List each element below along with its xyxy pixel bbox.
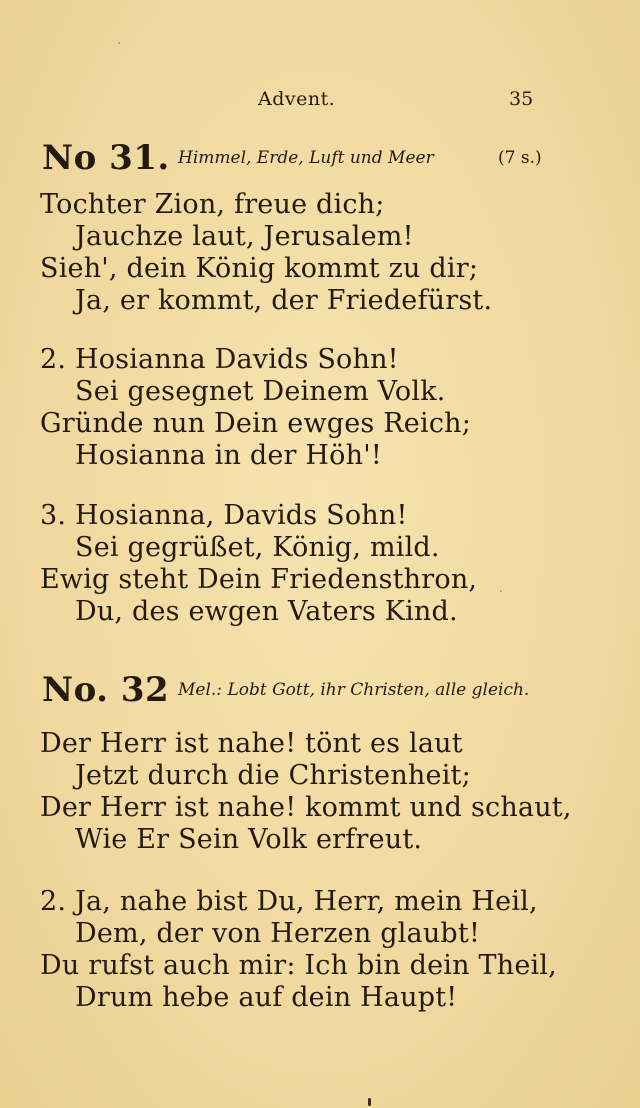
hymn-31-header bbox=[42, 138, 602, 178]
running-head bbox=[0, 88, 640, 112]
hymn-meter: (7 s.) bbox=[498, 148, 542, 168]
verse-line: Jetzt durch die Christenheit; bbox=[75, 760, 471, 791]
hymn-31-stanza-2 bbox=[40, 344, 600, 472]
verse-line: Sieh', dein König kommt zu dir; bbox=[40, 253, 479, 284]
verse-line: Ja, er kommt, der Friedefürst. bbox=[75, 285, 493, 316]
page-number: 35 bbox=[509, 88, 534, 110]
paper-speck bbox=[500, 590, 502, 592]
verse-line: 2. Hosianna Davids Sohn! bbox=[40, 344, 399, 375]
verse-line: 2. Ja, nahe bist Du, Herr, mein Heil, bbox=[40, 886, 538, 917]
verse-line: 3. Hosianna, Davids Sohn! bbox=[40, 500, 408, 531]
verse-line: Dem, der von Herzen glaubt! bbox=[75, 918, 481, 949]
hymn-number: No. 32 bbox=[42, 670, 170, 710]
verse-line: Tochter Zion, freue dich; bbox=[40, 189, 385, 220]
verse-line: Hosianna in der Höh'! bbox=[75, 440, 382, 471]
hymn-tune: Himmel, Erde, Luft und Meer bbox=[178, 148, 434, 168]
hymn-31-stanza-3 bbox=[40, 500, 600, 628]
verse-line: Du rufst auch mir: Ich bin dein Theil, bbox=[40, 950, 557, 981]
hymn-32-stanza-1 bbox=[40, 728, 600, 856]
hymn-32-header bbox=[42, 670, 602, 710]
verse-line: Gründe nun Dein ewges Reich; bbox=[40, 408, 472, 439]
verse-line: Der Herr ist nahe! tönt es laut bbox=[40, 728, 463, 759]
verse-line: Du, des ewgen Vaters Kind. bbox=[75, 596, 458, 627]
verse-line: Der Herr ist nahe! kommt und schaut, bbox=[40, 792, 572, 823]
hymn-31-stanza-1 bbox=[40, 189, 600, 317]
hymn-number: No 31. bbox=[42, 138, 170, 178]
verse-line: Wie Er Sein Volk erfreut. bbox=[75, 824, 423, 855]
running-title: Advent. bbox=[258, 88, 336, 110]
printer-mark bbox=[368, 1098, 371, 1106]
paper-speck bbox=[118, 42, 120, 44]
verse-line: Ewig steht Dein Friedensthron, bbox=[40, 564, 478, 595]
verse-line: Drum hebe auf dein Haupt! bbox=[75, 982, 458, 1013]
verse-line: Jauchze laut, Jerusalem! bbox=[75, 221, 414, 252]
hymn-tune: Mel.: Lobt Gott, ihr Christen, alle gleich. bbox=[178, 680, 530, 700]
hymn-32-stanza-2 bbox=[40, 886, 600, 1014]
verse-line: Sei gegrüßet, König, mild. bbox=[75, 532, 440, 563]
verse-line: Sei gesegnet Deinem Volk. bbox=[75, 376, 446, 407]
